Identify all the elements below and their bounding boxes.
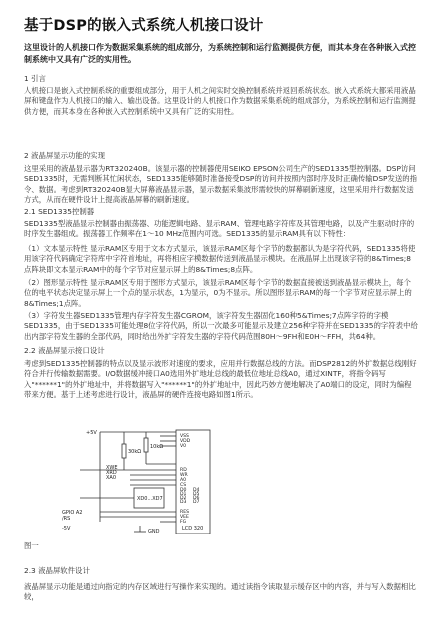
vcc-label: +5V — [86, 430, 97, 436]
pin-label: FG — [180, 520, 187, 525]
pin-label: D6 — [193, 496, 200, 501]
net-xwe: XWE — [106, 465, 118, 471]
pin-label: D2 — [180, 496, 187, 501]
r1-label: 30kΩ — [128, 449, 142, 455]
pin-label: D7 — [193, 500, 200, 505]
section-heading-2-2: 2.2 液晶屏显示接口设计 — [24, 346, 105, 355]
section-heading-1: 1 引言 — [24, 74, 46, 83]
net-xa0: XA0 — [106, 475, 117, 481]
section-heading-2-3: 2.3 液晶屏软件设计 — [24, 566, 90, 575]
section-2-text: 这里采用的液晶显示器为RT320240B。该显示器的控制器使用SEIKO EPSON公司生产的SED1335型控制器。DSP访问SED1335时，无需判断其忙闲状态，SED1335能够随时准备接受DSP的访问并按照内部时序及时正确传输DSP发送的指令、数据。考虑到RT320240B显大屏幕液晶显示器，显示数据采集波形需较快的屏幕刷新速度，这里采用并行数据发送方式，从而在硬件设计上提高液晶屏幕的刷新速度。 — [24, 164, 418, 205]
section-1-text: 人机接口是嵌入式控制系统的重要组成部分，用于人机之间实时交换控制系统并返回系统状态。嵌入式系统大都采用液晶屏和键盘作为人机接口的输入、输出设备。这里设计的人机接口作为数据采集系统的组成部分，为系统控制和运行监测提供方便，而其本身在各种嵌入式控制系统中又具有广泛的实用性。 — [24, 86, 416, 116]
abstract: 这里设计的人机接口作为数据采集系统的组成部分，为系统控制和运行监测提供方便，而其本身在各种嵌入式控制系统中又具有广泛的实用性。 — [24, 43, 416, 64]
page-title: 基于DSP的嵌入式系统人机接口设计 — [24, 18, 264, 34]
pin-label: A0 — [180, 478, 187, 483]
pin-label: D5 — [193, 492, 200, 497]
section-heading-2-1: 2.1 SED1335控制器 — [24, 207, 95, 216]
paragraph-text-display: （1）文本显示特性 显示RAM区专用于文本方式显示，该显示RAM区每个字节的数据都认为是字符代码，SED1335将使用该字符代码确定字符库中字符首地址，再将相应字模数据传送到液晶显示模块。在液晶屏上出现该字符的8&Times;8点阵块即文本显示RAM中的每个字节对应显示屏上的8&Times;8点阵。 — [24, 244, 416, 274]
pin-label: RD — [180, 468, 187, 473]
pin-label: D4 — [193, 488, 200, 493]
pin-label: WR — [180, 473, 188, 478]
section-2-1-text: SED1335型液晶显示控制器由振荡器、功能逻辑电路、显示RAM、管理电路字符库及其管理电路，以及产生驱动时序的时序发生器组成。振荡器工作频率在1～10 MHz范围内可选。SED1335的显示RAM具有以下特性： — [24, 219, 415, 239]
pin-label: D3 — [180, 500, 187, 505]
pin-label: VEE — [180, 515, 189, 520]
section-heading-2: 2 液晶屏显示功能的实现 — [24, 151, 105, 160]
pin-label: V0 — [180, 444, 187, 449]
net-xrd: XRD — [106, 470, 117, 476]
r2-label: 10kΩ — [150, 444, 164, 450]
section-2-3-text: 液晶屏显示功能是通过向指定的内存区域进行写操作来实现的。通过读指令读取显示缓存区中的内容，并与写入数据相比较， — [24, 582, 416, 602]
net-neg5v: -5V — [62, 526, 71, 532]
pin-label: CS — [180, 483, 187, 488]
pin-label: VDD — [180, 439, 191, 444]
net-data-bus: XD0...XD7 — [137, 496, 163, 502]
net-rs: /RS — [62, 516, 71, 522]
circuit-diagram — [60, 426, 280, 534]
figure-caption: 图一 — [24, 541, 39, 550]
section-2-2-text: 考虑到SED1335控制器的特点以及显示波形对速度的要求，应用并行数据总线的方法。而DSP2812的外扩数据总线刚好符合并行传输数据需要。I/O数据缓冲接口A0选用外扩地址总线的最低位地址总线A0，通过XINTF，将指令码写入"******1"的外扩地址中，并将数据写入"******1"的外扩地址中，因此巧妙方便地解决了A0端口的设定，同时为编程带来方便。基于上述考虑进行设计，液晶屏的硬件连接电路如图1所示。 — [24, 359, 417, 400]
pin-label: D0 — [180, 488, 187, 493]
pin-label: RES — [180, 510, 190, 515]
gnd-label: GND — [148, 529, 160, 534]
chip-label: LCD 320 — [182, 526, 204, 532]
pin-label: D1 — [180, 492, 187, 497]
net-gpio: GPIO A2 — [62, 510, 83, 516]
paragraph-character-generator: （3）字符发生器SED1335管理内存字符发生器CGROM，该字符发生器固化160种5&Times;7点阵字符的字模SED1335，由于SED1335可能处理8位字符代码，所以一次最多可能显示及建立256种字符并在SED1335的字符表中给出内部字符发生器的全部代码，同时给出外扩字符发生器的字符代码范围80H～9FH和E0H～FFH，共64种。 — [24, 311, 418, 341]
pin-label: VSS — [180, 434, 189, 439]
paragraph-graphics-display: （2）图形显示特性 显示RAM区专用于图形方式显示，该显示RAM区每个字节的数据直接被送到液晶显示模块上，每个位的电平状态决定显示屏上一个点的显示状态，1为显示，0为不显示。所以图形显示RAM的每一个字节对应显示屏上的8&Times;1点阵。 — [24, 278, 412, 308]
